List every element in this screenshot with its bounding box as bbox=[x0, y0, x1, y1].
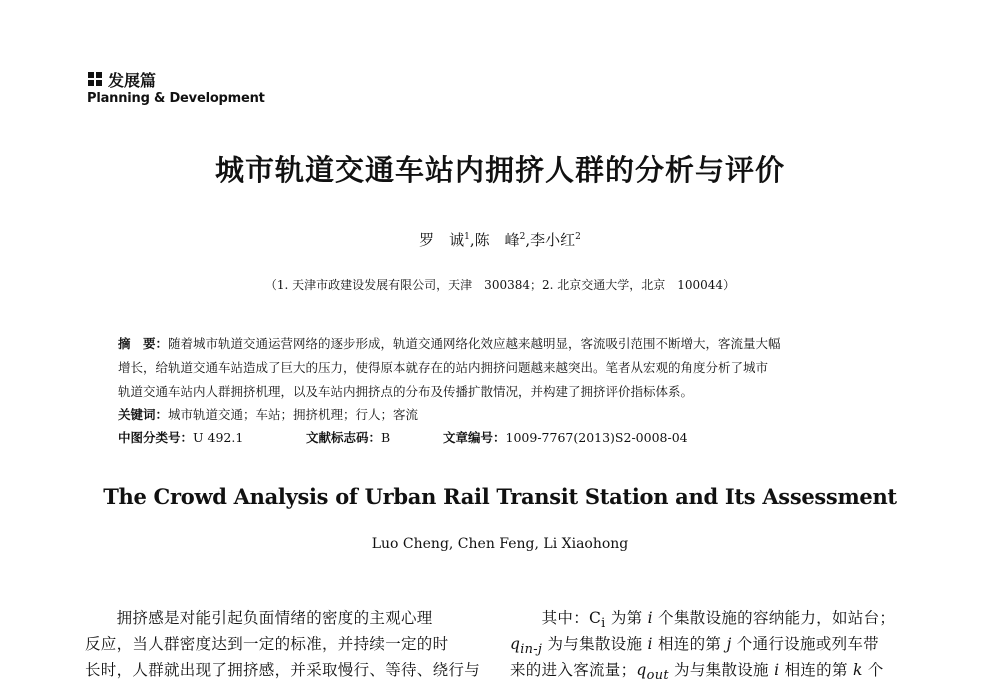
author-affil-mark: 2 bbox=[575, 232, 581, 242]
doc-code bbox=[306, 428, 390, 446]
author-name: 李小红 bbox=[530, 231, 576, 249]
keywords-line bbox=[118, 405, 418, 423]
section-title-en: Planning & Development bbox=[87, 91, 265, 106]
author-affil-mark: 2 bbox=[519, 232, 526, 242]
author-affil-mark: 1 bbox=[464, 232, 470, 242]
article-number-label: 文章编号： bbox=[443, 430, 506, 445]
body-right-line: 来的进入客流量；$q_{out}$ 为与集散设施 i 相连的第 k 个 bbox=[510, 661, 884, 683]
body-right-line: 其中：$C_i$ 为第 i 个集散设施的容纳能力，如站台； bbox=[510, 609, 896, 632]
author-name: 罗 诚 bbox=[419, 231, 465, 249]
doc-code-label: 文献标志码： bbox=[306, 430, 382, 445]
doc-code-value: B bbox=[381, 430, 391, 445]
article-number-value: 1009-7767(2013)S2-0008-04 bbox=[505, 430, 688, 445]
authors-cn bbox=[0, 229, 1000, 250]
clc-number bbox=[118, 428, 243, 446]
body-right-line: $q_{in-j}$ 为与集散设施 i 相连的第 j 个通行设施或列车带 bbox=[510, 635, 879, 658]
author-name: 陈 峰 bbox=[474, 231, 520, 249]
authors-en: Luo Cheng, Chen Feng, Li Xiaohong bbox=[371, 536, 629, 552]
clc-value: U 492.1 bbox=[193, 430, 244, 445]
author-separator: , bbox=[525, 231, 531, 249]
abstract-line: 增长，给轨道交通车站造成了巨大的压力，使得原本就存在的站内拥挤问题越来越突出。笔者从宏观的角度分析了城市 bbox=[118, 360, 769, 375]
grid-section-icon bbox=[88, 72, 102, 85]
author-separator: , bbox=[469, 231, 475, 249]
keywords-label: 关键词： bbox=[118, 407, 169, 422]
abstract-text: 随着城市轨道交通运营网络的逐步形成，轨道交通网络化效应越来越明显，客流吸引范围不断增大，客流量大幅 bbox=[168, 336, 781, 351]
body-left-line: 拥挤感是对能引起负面情绪的密度的主观心理 bbox=[85, 609, 433, 627]
body-left-line: 长时，人群就出现了拥挤感，并采取慢行、等待、绕行与 bbox=[85, 661, 481, 679]
paper-title-cn: 城市轨道交通车站内拥挤人群的分析与评价 bbox=[214, 153, 785, 187]
section-title-cn: 发展篇 bbox=[108, 71, 157, 90]
body-left-line: 反应，当人群密度达到一定的标准，并持续一定的时 bbox=[85, 635, 449, 653]
keywords-text: 城市轨道交通；车站；拥挤机理；行人；客流 bbox=[168, 407, 419, 422]
affiliation-cn: （1. 天津市政建设发展有限公司，天津 300384；2. 北京交通大学，北京 100044） bbox=[264, 278, 736, 292]
clc-label: 中图分类号： bbox=[118, 430, 194, 445]
abstract-label: 摘 要： bbox=[118, 336, 169, 351]
paper-title-en: The Crowd Analysis of Urban Rail Transit Station and Its Assessment bbox=[103, 484, 897, 509]
abstract-line bbox=[118, 334, 781, 352]
abstract-line: 轨道交通车站内人群拥挤机理，以及车站内拥挤点的分布及传播扩散情况，并构建了拥挤评价指标体系。 bbox=[118, 384, 694, 399]
article-number bbox=[443, 428, 688, 446]
